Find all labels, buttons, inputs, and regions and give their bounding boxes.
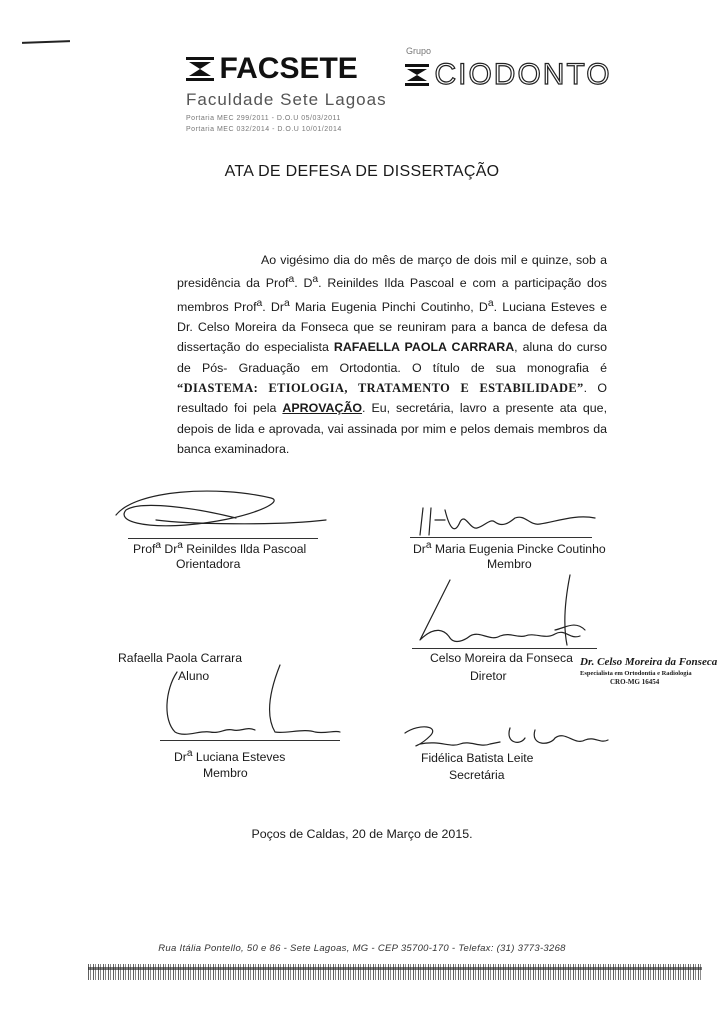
body-text-9: . Eu, secretária, lavro a presente ata que, depois de lida e aprovada, vai assinada por mim e pelos demais membros da banca examinadora.	[177, 401, 608, 456]
student-name: RAFAELLA PAOLA CARRARA	[333, 340, 515, 355]
body-text-7: , aluna do curso de Pós- Graduação em Ortodontia. O título de sua monografia é	[177, 340, 608, 375]
footer-stripe-line	[88, 967, 702, 970]
diretor-name: Celso Moreira da Fonseca	[430, 651, 573, 665]
body-sup: a	[284, 297, 290, 309]
body-sup: a	[487, 297, 494, 309]
stamp-name: Dr. Celso Moreira da Fonseca	[580, 656, 718, 668]
portaria-line-2: Portaria MEC 032/2014 - D.O.U 10/01/2014	[186, 126, 342, 133]
facsete-logo-icon	[185, 56, 215, 82]
body-text-2: . D	[294, 276, 313, 291]
facsete-wordmark: FACSETE	[219, 52, 358, 85]
ciodonto-logo	[404, 58, 612, 92]
signature-line	[412, 648, 597, 649]
membro1-role: Membro	[487, 557, 532, 571]
director-stamp	[580, 656, 720, 686]
body-text-4: . Dr	[262, 299, 284, 314]
signature-line	[410, 537, 592, 538]
secretaria-role: Secretária	[449, 768, 505, 782]
membro1-name: Dr$^a$ Maria Eugenia Pincke Coutinho	[413, 540, 606, 557]
scan-mark	[22, 40, 70, 44]
facsete-logo	[185, 52, 375, 86]
ciodonto-logo-icon	[404, 63, 430, 87]
portaria-line-1: Portaria MEC 299/2011 - D.O.U 05/03/2011	[186, 115, 341, 122]
body-sup: a	[256, 297, 263, 309]
stamp-cro: CRO-MG 16454	[610, 678, 660, 686]
body-text-8: . O resultado foi pela	[177, 381, 607, 416]
diretor-role: Diretor	[470, 669, 507, 683]
stamp-specialty: Especialista em Ortodontia e Radiologia	[580, 670, 692, 677]
membro2-name: Dr$^a$ Luciana Esteves	[174, 748, 286, 765]
body-sup: a	[312, 274, 319, 286]
aluno-role: Aluno	[178, 669, 210, 683]
minutes-paragraph	[177, 250, 607, 459]
monograph-title: “DIASTEMA: ETIOLOGIA, TRATAMENTO E ESTABILIDADE”	[177, 381, 584, 396]
footer-address: Rua Itália Pontello, 50 e 86 - Sete Lagoas, MG - CEP 35700-170 - Telefax: (31) 3773-3268	[158, 943, 566, 954]
body-text-6: . Luciana Esteves e Dr. Celso Moreira da Fonseca que se reuniram para a banca de defesa da dissertação do especialista	[177, 299, 607, 355]
ciodonto-wordmark: CIODONTO	[434, 58, 612, 91]
body-sup: a	[288, 274, 295, 286]
signature-line	[160, 740, 340, 741]
date-line: Poços de Caldas, 20 de Março de 2015.	[251, 827, 473, 841]
signature-line	[128, 538, 318, 539]
signature-diretor	[405, 570, 605, 655]
secretaria-name: Fidélica Batista Leite	[421, 751, 534, 765]
orientadora-role: Orientadora	[176, 557, 241, 571]
page-title: ATA DE DEFESA DE DISSERTAÇÃO	[224, 163, 500, 180]
orientadora-name: Prof$^a$ Dr$^a$ Reinildes Ilda Pascoal	[133, 540, 307, 557]
signature-membro-2	[155, 660, 345, 745]
signature-membro-1	[415, 500, 605, 540]
body-text-3: . Reinildes Ilda Pascoal e com a participação dos membros Prof	[177, 276, 607, 314]
membro2-role: Membro	[203, 766, 248, 780]
body-text-1: Ao vigésimo dia do mês de março de dois mil e quinze, sob a presidência da Prof	[177, 253, 607, 291]
aluno-name: Rafaella Paola Carrara	[118, 651, 242, 665]
grupo-label: Grupo	[406, 46, 432, 56]
body-text-5: Maria Eugenia Pinchi Coutinho, D	[289, 299, 488, 314]
result-text: APROVAÇÃO	[282, 401, 363, 416]
facsete-subtitle: Faculdade Sete Lagoas	[186, 90, 387, 109]
